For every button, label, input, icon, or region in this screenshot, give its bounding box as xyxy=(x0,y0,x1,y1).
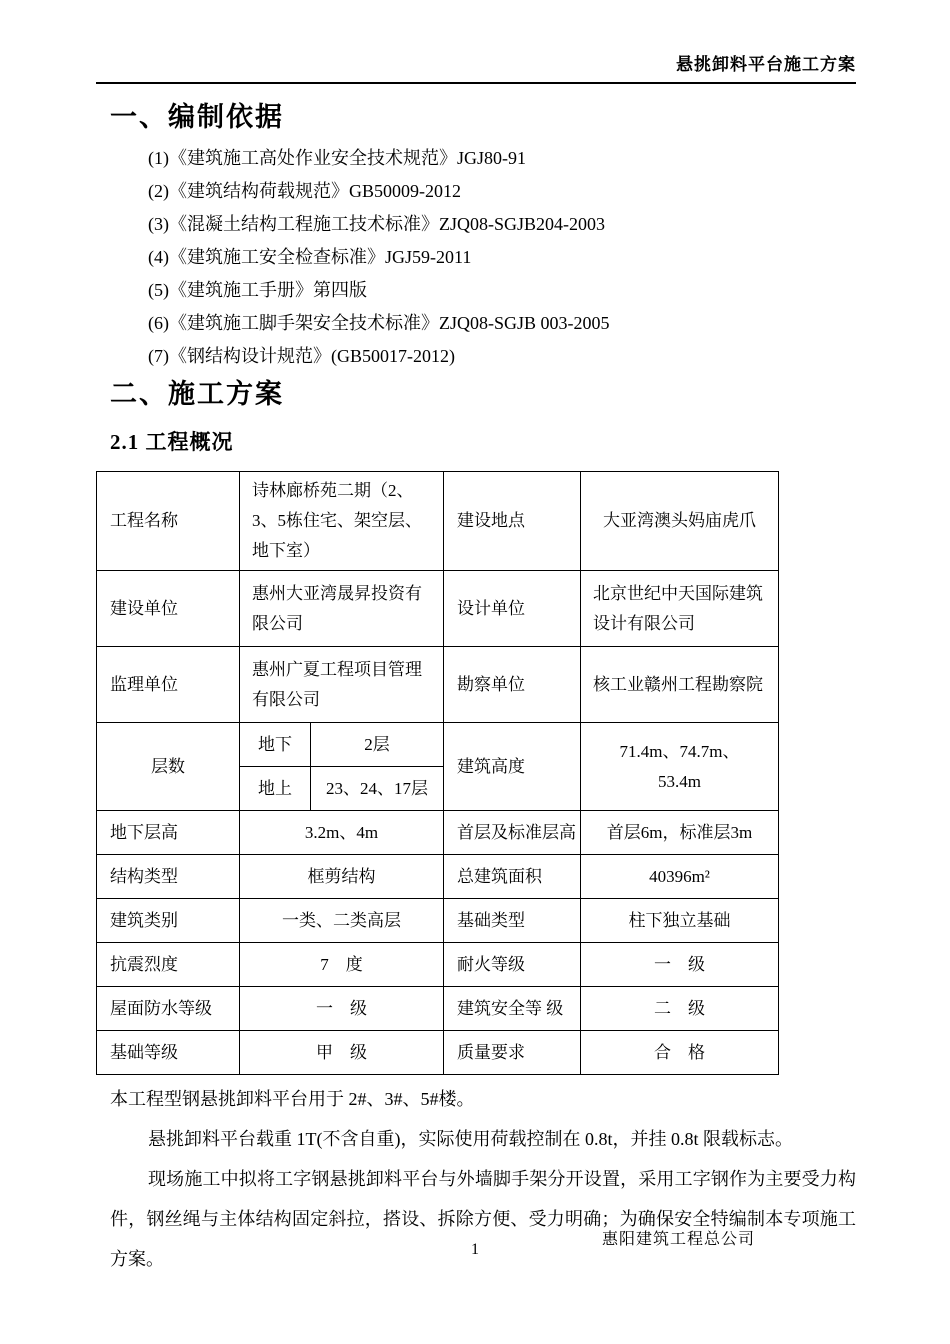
project-overview-table xyxy=(96,471,779,1075)
table-row xyxy=(97,943,779,987)
paragraph-usage: 本工程型钢悬挑卸料平台用于 2#、3#、5#楼。 xyxy=(110,1089,475,1109)
table-row xyxy=(97,899,779,943)
cell-structure-type-label: 结构类型 xyxy=(97,855,240,899)
cell-roof-waterproof-label: 屋面防水等级 xyxy=(97,987,240,1031)
table-row xyxy=(97,571,779,647)
cell-building-height-value: 71.4m、74.7m、53.4m xyxy=(581,723,779,811)
cell-designer-label: 设计单位 xyxy=(444,571,581,647)
cell-total-area-label: 总建筑面积 xyxy=(444,855,581,899)
cell-quality-label: 质量要求 xyxy=(444,1031,581,1075)
cell-floors-label: 层数 xyxy=(97,723,240,811)
cell-quality-value: 合 格 xyxy=(581,1031,779,1075)
cell-total-area-value: 40396m² xyxy=(581,855,779,899)
reference-item-4: (4)《建筑施工安全检查标准》JGJ59-2011 xyxy=(148,247,472,267)
reference-item-7: (7)《钢结构设计规范》(GB50017-2012) xyxy=(148,346,455,366)
cell-foundation-grade-label: 基础等级 xyxy=(97,1031,240,1075)
cell-storey-height-label: 首层及标准层高 xyxy=(444,811,581,855)
page-header xyxy=(96,50,856,84)
reference-list xyxy=(148,142,856,373)
cell-building-class-value: 一类、二类高层 xyxy=(240,899,444,943)
table-row xyxy=(97,811,779,855)
reference-item-3: (3)《混凝土结构工程施工技术标准》ZJQ08-SGJB204-2003 xyxy=(148,214,605,234)
reference-item-6: (6)《建筑施工脚手架安全技术标准》ZJQ08-SGJB 003-2005 xyxy=(148,313,610,333)
table-row xyxy=(97,723,779,767)
footer-company: 惠阳建筑工程总公司 xyxy=(601,1231,755,1248)
table-row xyxy=(97,1031,779,1075)
cell-foundation-type-value: 柱下独立基础 xyxy=(581,899,779,943)
cell-foundation-type-label: 基础类型 xyxy=(444,899,581,943)
paragraph-load-limit: 悬挑卸料平台载重 1T(不含自重)，实际使用荷载控制在 0.8t，并挂 0.8t 限载标志。 xyxy=(148,1129,793,1149)
header-title: 悬挑卸料平台施工方案 xyxy=(676,55,856,74)
section-heading-scheme: 二、施工方案 xyxy=(110,379,284,409)
cell-below-ground-value: 2层 xyxy=(311,723,444,767)
table-row xyxy=(97,855,779,899)
table-row xyxy=(97,472,779,571)
cell-storey-height-value: 首层6m，标准层3m xyxy=(581,811,779,855)
reference-item-5: (5)《建筑施工手册》第四版 xyxy=(148,280,367,300)
cell-building-class-label: 建筑类别 xyxy=(97,899,240,943)
cell-roof-waterproof-value: 一 级 xyxy=(240,987,444,1031)
cell-building-height-label: 建筑高度 xyxy=(444,723,581,811)
cell-seismic-label: 抗震烈度 xyxy=(97,943,240,987)
cell-owner-value: 惠州大亚湾晟昇投资有限公司 xyxy=(240,571,444,647)
cell-location-label: 建设地点 xyxy=(444,472,581,571)
cell-foundation-grade-value: 甲 级 xyxy=(240,1031,444,1075)
reference-item-2: (2)《建筑结构荷载规范》GB50009-2012 xyxy=(148,181,461,201)
document-body xyxy=(96,92,856,1279)
cell-fire-rating-value: 一 级 xyxy=(581,943,779,987)
cell-above-ground-label: 地上 xyxy=(240,767,311,811)
section-heading-basis: 一、编制依据 xyxy=(110,102,284,132)
cell-supervisor-label: 监理单位 xyxy=(97,647,240,723)
table-row xyxy=(97,987,779,1031)
paragraph-scheme-note: 现场施工中拟将工字钢悬挑卸料平台与外墙脚手架分开设置，采用工字钢作为主要受力构件，钢丝绳与主体结构固定斜拉，搭设、拆除方便、受力明确；为确保安全特编制本专项施工方案。 xyxy=(110,1169,856,1269)
page-number: 1 xyxy=(471,1241,479,1258)
cell-seismic-value: 7 度 xyxy=(240,943,444,987)
cell-structure-type-value: 框剪结构 xyxy=(240,855,444,899)
table-row xyxy=(97,647,779,723)
reference-item-1: (1)《建筑施工高处作业安全技术规范》JGJ80-91 xyxy=(148,148,526,168)
cell-basement-height-value: 3.2m、4m xyxy=(240,811,444,855)
cell-survey-label: 勘察单位 xyxy=(444,647,581,723)
cell-basement-height-label: 地下层高 xyxy=(97,811,240,855)
cell-project-name-label: 工程名称 xyxy=(97,472,240,571)
cell-location-value: 大亚湾澳头妈庙虎爪 xyxy=(581,472,779,571)
cell-designer-value: 北京世纪中天国际建筑设计有限公司 xyxy=(581,571,779,647)
cell-project-name-value: 诗林廊桥苑二期（2、3、5栋住宅、架空层、地下室） xyxy=(240,472,444,571)
subsection-heading-overview: 2.1 工程概况 xyxy=(110,430,234,454)
cell-safety-grade-label: 建筑安全等 级 xyxy=(444,987,581,1031)
cell-fire-rating-label: 耐火等级 xyxy=(444,943,581,987)
cell-survey-value: 核工业赣州工程勘察院 xyxy=(581,647,779,723)
cell-above-ground-value: 23、24、17层 xyxy=(311,767,444,811)
cell-safety-grade-value: 二 级 xyxy=(581,987,779,1031)
cell-owner-label: 建设单位 xyxy=(97,571,240,647)
cell-supervisor-value: 惠州广夏工程项目管理有限公司 xyxy=(240,647,444,723)
cell-below-ground-label: 地下 xyxy=(240,723,311,767)
